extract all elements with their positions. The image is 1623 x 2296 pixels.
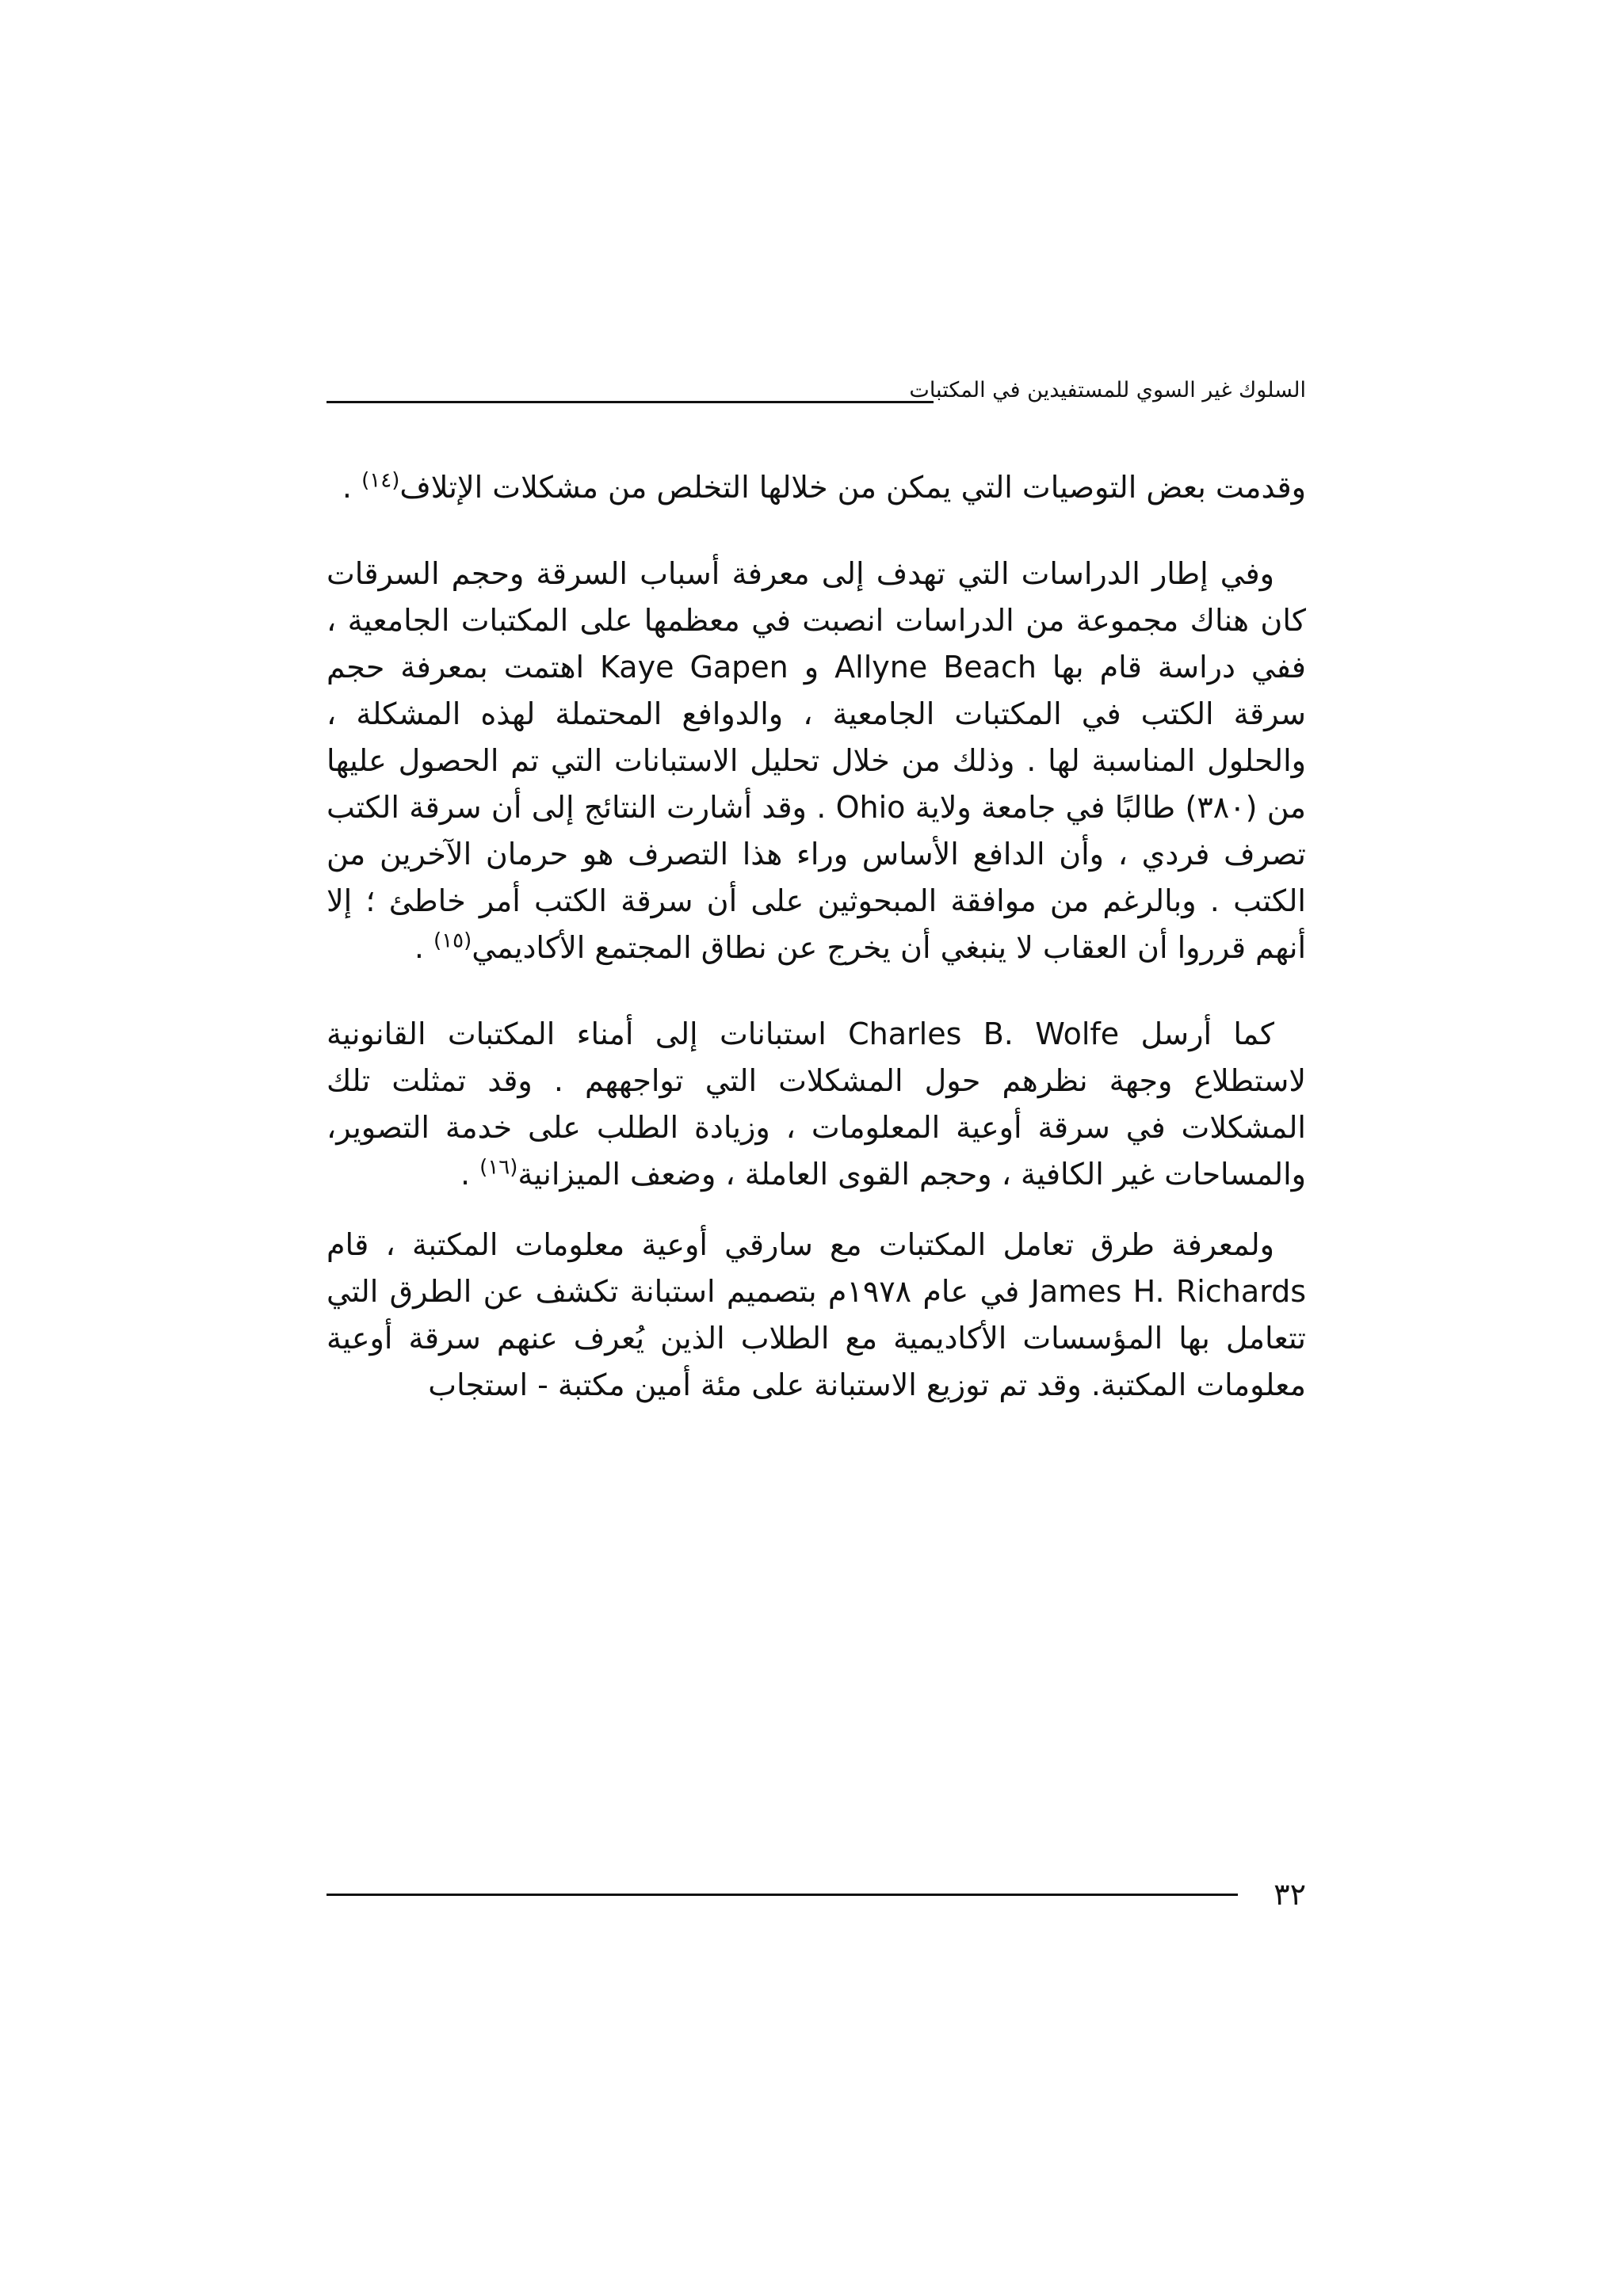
page-number: ٣٢: [1274, 1877, 1306, 1912]
paragraph-text: وفي إطار الدراسات التي تهدف إلى معرفة أسباب السرقة وحجم السرقات كان هناك مجموعة من الدراسات انصبت في معظمها على المكتبات الجامعية ، ففي دراسة قام بها Allyne Beach و Kaye Gapen اهتمت بمعرفة حجم سرقة الكتب في المكتبات الجامعية ، والدوافع المحتملة لهذه المشكلة ، والحلول المناسبة لها . وذلك من خلال تحليل الاستبانات التي تم الحصول عليها من (٣٨٠) طالبًا في جامعة ولاية Ohio . وقد أشارت النتائج إلى أن سرقة الكتب تصرف فردي ، وأن الدافع الأساس وراء هذا التصرف هو حرمان الآخرين من الكتب . وبالرغم من موافقة المبحوثين على أن سرقة الكتب أمر خاطئ ؛ إلا أنهم قرروا أن العقاب لا ينبغي أن يخرج عن نطاق المجتمع الأكاديمي: [327, 556, 1307, 965]
footnote-ref: (١٤): [361, 468, 400, 493]
paragraph-tail: .: [414, 930, 434, 965]
footnote-ref: (١٥): [433, 929, 472, 953]
paragraph-1: [327, 464, 1306, 511]
paragraph-text: كما أرسل Charles B. Wolfe استبانات إلى أمناء المكتبات القانونية لاستطلاع وجهة نظرهم حول المشكلات التي تواجههم . وقد تمثلت تلك المشكلات في سرقة أوعية المعلومات ، وزيادة الطلب على خدمة التصوير، والمساحات غير الكافية ، وحجم القوى العاملة ، وضعف الميزانية: [327, 1016, 1306, 1192]
paragraph-tail: .: [460, 1157, 480, 1192]
paragraph-4: [327, 1222, 1306, 1409]
header-rule: [327, 401, 934, 403]
footer-rule: [327, 1894, 1238, 1896]
paragraph-text: وقدمت بعض التوصيات التي يمكن من خلالها التخلص من مشكلات الإتلاف: [399, 470, 1306, 505]
footnote-ref: (١٦): [479, 1155, 518, 1180]
page-footer: [327, 1875, 1306, 1923]
running-header: [327, 376, 1306, 414]
paragraph-2: [327, 551, 1306, 971]
running-header-title: السلوك غير السوي للمستفيدين في المكتبات: [909, 378, 1306, 402]
paragraph-tail: .: [342, 470, 362, 505]
paragraph-3: [327, 1011, 1306, 1198]
paragraph-text: ولمعرفة طرق تعامل المكتبات مع سارقي أوعية معلومات المكتبة ، قام James H. Richards في عام ١٩٧٨م بتصميم استبانة تكشف عن الطرق التي تتعامل بها المؤسسات الأكاديمية مع الطلاب الذين يُعرف عنهم سرقة أوعية معلومات المكتبة. وقد تم توزيع الاستبانة على مئة أمين مكتبة - استجاب: [327, 1227, 1307, 1402]
body-text: [327, 464, 1306, 1409]
